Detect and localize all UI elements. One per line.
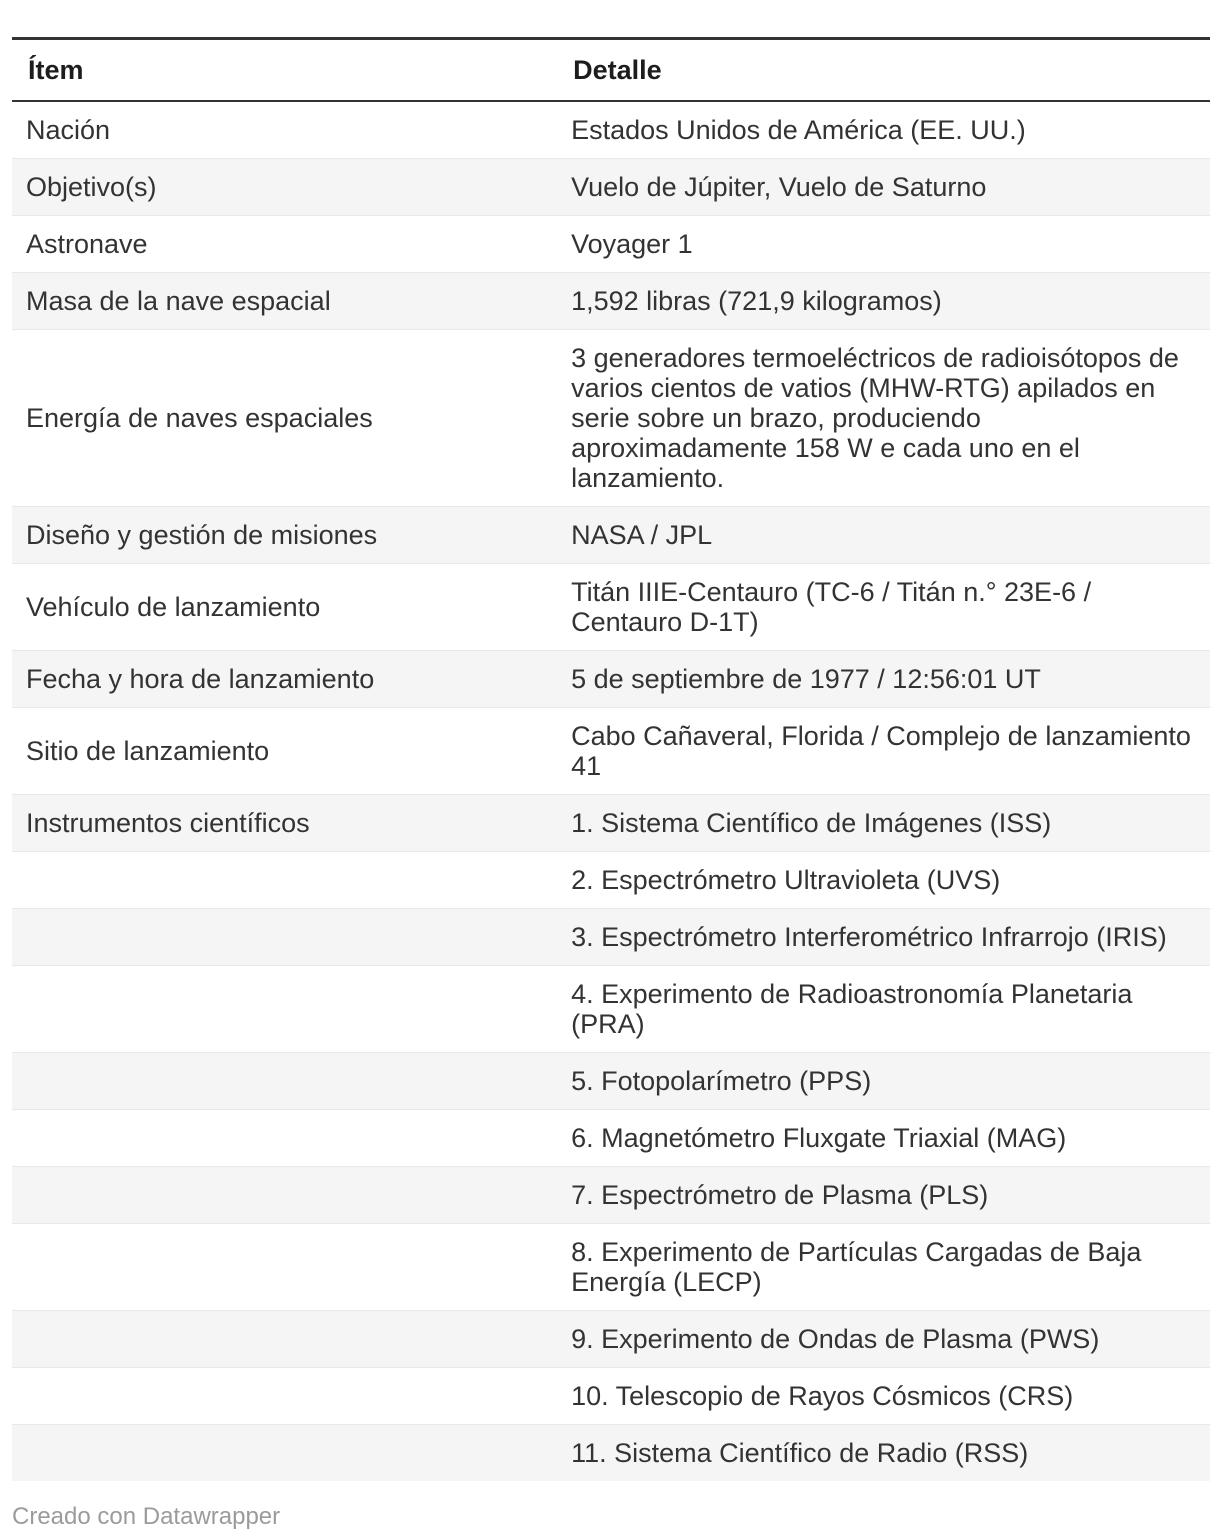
table-row	[12, 909, 1210, 966]
table-row	[12, 795, 1210, 852]
detail-cell: Cabo Cañaveral, Florida / Complejo de lanzamiento 41	[557, 708, 1210, 795]
table-body	[12, 101, 1210, 1481]
item-cell	[12, 966, 557, 1053]
table-row	[12, 216, 1210, 273]
item-cell: Diseño y gestión de misiones	[12, 507, 557, 564]
item-cell	[12, 1224, 557, 1311]
detail-cell: 2. Espectrómetro Ultravioleta (UVS)	[557, 852, 1210, 909]
table-row	[12, 852, 1210, 909]
item-cell: Fecha y hora de lanzamiento	[12, 651, 557, 708]
table-row	[12, 159, 1210, 216]
detail-cell: Vuelo de Júpiter, Vuelo de Saturno	[557, 159, 1210, 216]
detail-cell: 8. Experimento de Partículas Cargadas de Baja Energía (LECP)	[557, 1224, 1210, 1311]
detail-cell: 6. Magnetómetro Fluxgate Triaxial (MAG)	[557, 1110, 1210, 1167]
table-row	[12, 651, 1210, 708]
detail-cell: 9. Experimento de Ondas de Plasma (PWS)	[557, 1311, 1210, 1368]
detail-cell: 7. Espectrómetro de Plasma (PLS)	[557, 1167, 1210, 1224]
header-row	[12, 39, 1210, 102]
table-row	[12, 1224, 1210, 1311]
table-row	[12, 1425, 1210, 1482]
item-cell: Nación	[26, 115, 111, 145]
detail-cell: 4. Experimento de Radioastronomía Planetaria (PRA)	[557, 966, 1210, 1053]
item-cell	[12, 1425, 557, 1482]
detail-cell: Voyager 1	[557, 216, 1210, 273]
item-cell: Masa de la nave espacial	[12, 273, 557, 330]
detail-cell: 10. Telescopio de Rayos Cósmicos (CRS)	[557, 1368, 1210, 1425]
item-cell	[12, 909, 557, 966]
table-row	[12, 1311, 1210, 1368]
table-header	[12, 39, 1210, 102]
footer	[12, 1503, 1220, 1531]
table-row	[12, 1053, 1210, 1110]
item-cell	[12, 852, 557, 909]
item-cell	[12, 1167, 557, 1224]
detail-cell: Titán IIIE-Centauro (TC-6 / Titán n.° 23E-6 / Centauro D-1T)	[557, 564, 1210, 651]
table-row	[12, 564, 1210, 651]
table-row	[12, 1368, 1210, 1425]
table-row	[12, 708, 1210, 795]
detail-cell: 3. Espectrómetro Interferométrico Infrarrojo (IRIS)	[557, 909, 1210, 966]
item-cell: Instrumentos científicos	[12, 795, 557, 852]
item-cell	[12, 1110, 557, 1167]
table-row	[12, 101, 1210, 159]
detail-cell: 5. Fotopolarímetro (PPS)	[557, 1053, 1210, 1110]
item-cell: Vehículo de lanzamiento	[12, 564, 557, 651]
datawrapper-attribution-link[interactable]: Creado con Datawrapper	[12, 1503, 281, 1530]
detail-cell: 3 generadores termoeléctricos de radioisótopos de varios cientos de vatios (MHW-RTG) apilados en serie sobre un brazo, produciendo aproximadamente 158 W e cada uno en el lanzamiento.	[557, 330, 1210, 507]
table-row	[12, 273, 1210, 330]
table-row	[12, 1110, 1210, 1167]
spec-table	[12, 37, 1210, 1481]
detail-cell: Estados Unidos de América (EE. UU.)	[571, 115, 1026, 145]
detail-cell: 1. Sistema Científico de Imágenes (ISS)	[557, 795, 1210, 852]
item-cell: Sitio de lanzamiento	[12, 708, 557, 795]
item-cell	[12, 1311, 557, 1368]
table-row	[12, 966, 1210, 1053]
table-row	[12, 330, 1210, 507]
detail-cell: 11. Sistema Científico de Radio (RSS)	[557, 1425, 1210, 1482]
item-cell	[12, 1368, 557, 1425]
table-row	[12, 507, 1210, 564]
detail-cell: NASA / JPL	[557, 507, 1210, 564]
column-header-item: Ítem	[12, 39, 557, 102]
detail-cell: 1,592 libras (721,9 kilogramos)	[557, 273, 1210, 330]
detail-cell: 5 de septiembre de 1977 / 12:56:01 UT	[557, 651, 1210, 708]
item-cell: Objetivo(s)	[12, 159, 557, 216]
column-header-detail: Detalle	[557, 39, 1210, 102]
item-cell	[12, 1053, 557, 1110]
item-cell: Energía de naves espaciales	[12, 330, 557, 507]
item-cell: Astronave	[12, 216, 557, 273]
table-row	[12, 1167, 1210, 1224]
